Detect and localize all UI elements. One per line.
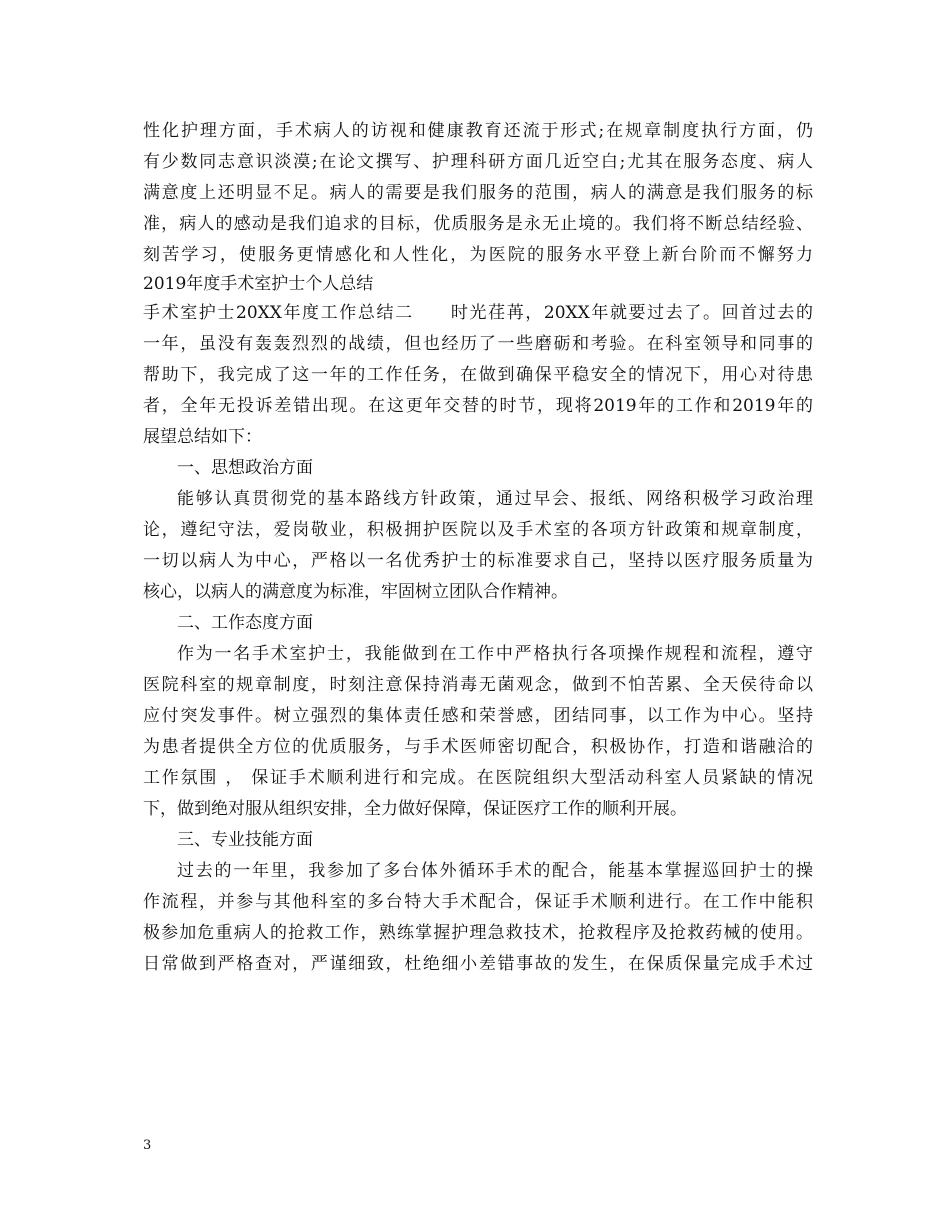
text-line: 有少数同志意识淡漠;在论文撰写、护理科研方面几近空白;尤其在服务态度、病人 [143, 152, 813, 172]
text-line: 能够认真贯彻党的基本路线方针政策，通过早会、报纸、网络积极学习政治理 [177, 489, 813, 509]
section-heading: 一、思想政治方面 [177, 458, 313, 478]
text-line: 作流程，并参与其他科室的多台特大手术配合，保证手术顺利进行。在工作中能积 [143, 892, 813, 912]
text-line: 日常做到严格查对，严谨细致，杜绝细小差错事故的发生，在保质保量完成手术过 [143, 954, 813, 974]
text-line: 者，全年无投诉差错出现。在这更年交替的时节，现将2019年的工作和2019年的 [143, 396, 813, 416]
text-line: 一年，虽没有轰轰烈烈的战绩，但也经历了一些磨砺和考验。在科室领导和同事的 [143, 334, 813, 354]
text-line: 应付突发事件。树立强烈的集体责任感和荣誉感，团结同事，以工作为中心。坚持 [143, 706, 813, 726]
text-line: 作为一名手术室护士，我能做到在工作中严格执行各项操作规程和流程，遵守 [177, 644, 813, 664]
text-line: 核心，以病人的满意度为标准，牢固树立团队合作精神。 [143, 582, 568, 602]
text-line: 性化护理方面，手术病人的访视和健康教育还流于形式;在规章制度执行方面，仍 [143, 121, 813, 141]
text-line: 过去的一年里，我参加了多台体外循环手术的配合，能基本掌握巡回护士的操 [177, 861, 813, 881]
text-line: 展望总结如下： [143, 427, 262, 447]
text-line: 论，遵纪守法，爱岗敬业，积极拥护医院以及手术室的各项方针政策和规章制度， [143, 520, 813, 540]
text-line: 医院科室的规章制度，时刻注意保持消毒无菌观念，做到不怕苦累、全天侯待命以 [143, 675, 813, 695]
text-line: 为患者提供全方位的优质服务，与手术医师密切配合，积极协作，打造和谐融洽的 [143, 737, 813, 757]
section-heading: 二、工作态度方面 [177, 613, 313, 633]
text-line: 帮助下，我完成了这一年的工作任务，在做到确保平稳安全的情况下，用心对待患 [143, 365, 813, 385]
text-line: 准，病人的感动是我们追求的目标，优质服务是永无止境的。我们将不断总结经验、 [143, 214, 813, 234]
text-line: 下，做到绝对服从组织安排，全力做好保障，保证医疗工作的顺利开展。 [143, 799, 687, 819]
text-line: 满意度上还明显不足。病人的需要是我们服务的范围，病人的满意是我们服务的标 [143, 183, 813, 203]
text-line: 刻苦学习，使服务更情感化和人性化，为医院的服务水平登上新台阶而不懈努力 [143, 245, 813, 265]
text-line: 极参加危重病人的抢救工作，熟练掌握护理急救技术，抢救程序及抢救药械的使用。 [143, 923, 813, 943]
document-body [143, 116, 813, 980]
text-line: 工作氛围 ， 保证手术顺利进行和完成。在医院组织大型活动科室人员紧缺的情况 [143, 768, 813, 788]
section-heading: 三、专业技能方面 [177, 830, 313, 850]
page-number: 3 [143, 1138, 152, 1153]
text-line: 一切以病人为中心，严格以一名优秀护士的标准要求自己，坚持以医疗服务质量为 [143, 551, 813, 571]
text-line: 手术室护士20XX年度工作总结二 时光荏苒，20XX年就要过去了。回首过去的 [143, 303, 813, 323]
section-title: 2019年度手术室护士个人总结 [143, 274, 374, 294]
